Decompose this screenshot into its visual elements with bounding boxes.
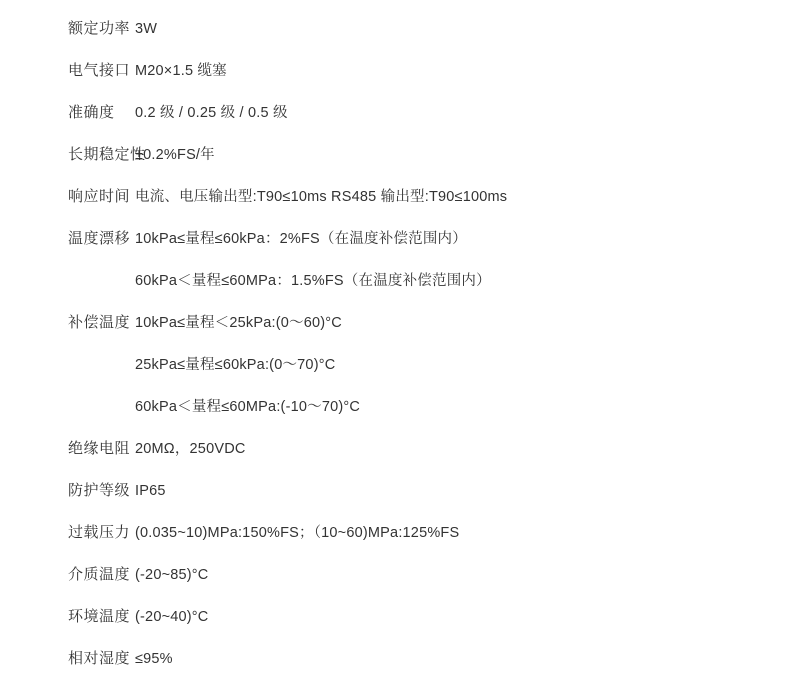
- spec-value: ±0.2%FS/年: [135, 147, 215, 163]
- spec-row: [0, 638, 790, 680]
- spec-value: (-20~40)°C: [135, 609, 209, 625]
- spec-row: [0, 8, 790, 50]
- spec-row: [0, 218, 790, 260]
- spec-label: 绝缘电阻: [68, 440, 131, 457]
- spec-row: [0, 176, 790, 218]
- spec-row: [0, 386, 790, 428]
- spec-value: M20×1.5 缆塞: [135, 63, 227, 79]
- spec-label: 防护等级: [68, 482, 131, 499]
- spec-row: [0, 596, 790, 638]
- spec-row: [0, 92, 790, 134]
- spec-value: 25kPa≤量程≤60kPa:(0～70)°C: [135, 357, 336, 373]
- spec-label: 介质温度: [68, 566, 131, 583]
- spec-row: [0, 512, 790, 554]
- spec-label: 过载压力: [68, 524, 131, 541]
- spec-value: IP65: [135, 483, 166, 499]
- spec-row: [0, 344, 790, 386]
- spec-label: 长期稳定性: [68, 146, 146, 163]
- spec-label: 响应时间: [68, 188, 131, 205]
- spec-value: 20MΩ，250VDC: [135, 441, 246, 457]
- spec-label: 环境温度: [68, 608, 131, 625]
- spec-row: [0, 470, 790, 512]
- spec-label: 电气接口: [68, 62, 131, 79]
- spec-row: [0, 260, 790, 302]
- spec-label: 温度漂移: [68, 230, 131, 247]
- spec-value: (-20~85)°C: [135, 567, 209, 583]
- spec-label: 补偿温度: [68, 314, 131, 331]
- spec-row: [0, 554, 790, 596]
- spec-value: 10kPa≤量程＜25kPa:(0～60)°C: [135, 315, 342, 331]
- spec-row: [0, 302, 790, 344]
- spec-value: ≤95%: [135, 651, 173, 667]
- spec-label: 相对湿度: [68, 650, 131, 667]
- spec-value: 0.2 级 / 0.25 级 / 0.5 级: [135, 105, 288, 121]
- spec-row: [0, 50, 790, 92]
- spec-value: 电流、电压输出型:T90≤10ms RS485 输出型:T90≤100ms: [135, 189, 508, 205]
- spec-value: 60kPa＜量程≤60MPa:(-10～70)°C: [135, 399, 361, 415]
- spec-value: 3W: [135, 21, 158, 37]
- spec-label: 准确度: [68, 104, 115, 121]
- spec-value: 60kPa＜量程≤60MPa：1.5%FS（在温度补偿范围内）: [135, 273, 491, 289]
- spec-row: [0, 134, 790, 176]
- spec-row: [0, 428, 790, 470]
- spec-value: (0.035~10)MPa:150%FS；（10~60)MPa:125%FS: [135, 525, 460, 541]
- spec-value: 10kPa≤量程≤60kPa：2%FS（在温度补偿范围内）: [135, 231, 467, 247]
- spec-label: 额定功率: [68, 20, 131, 37]
